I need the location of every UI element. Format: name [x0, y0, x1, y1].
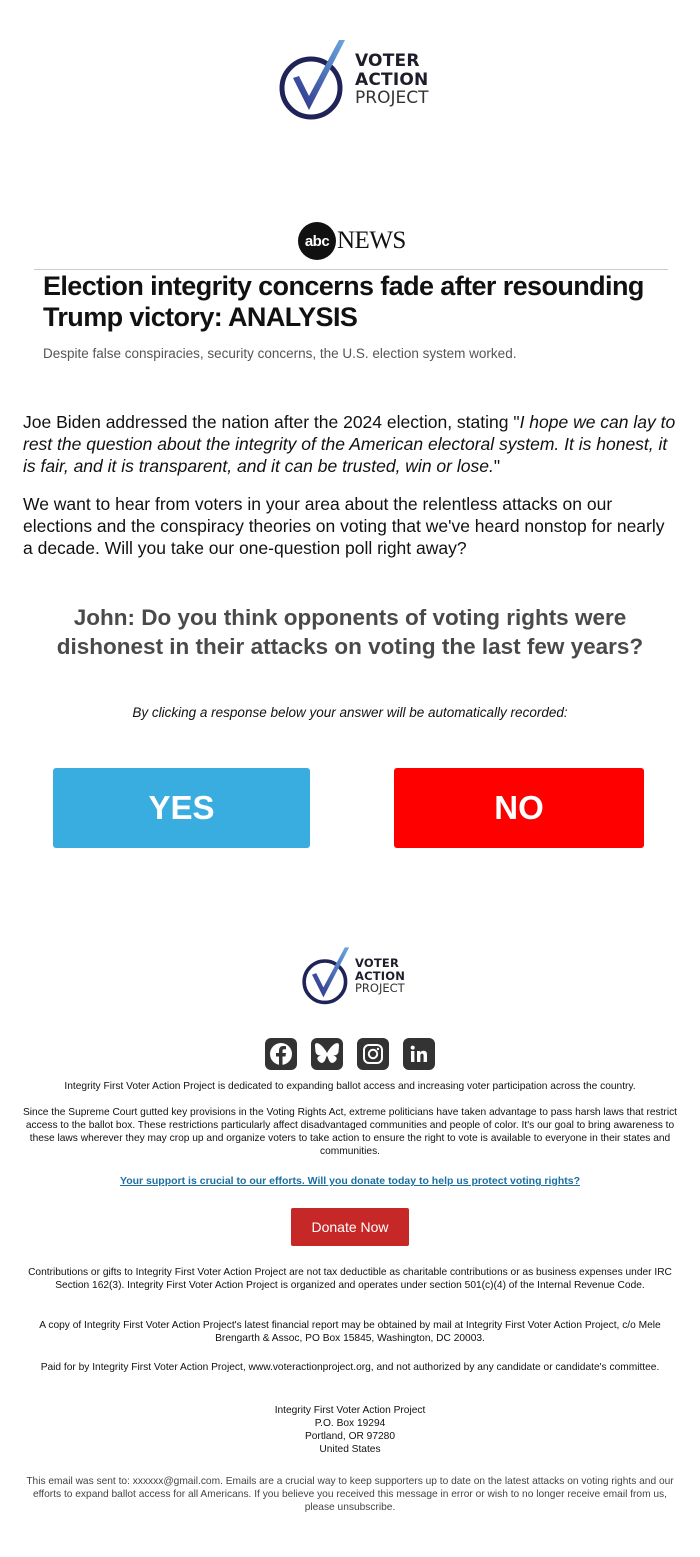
logo-line-voter: VOTER	[355, 50, 420, 71]
footer-logo-wordmark	[355, 957, 405, 995]
linkedin-icon[interactable]	[403, 1038, 435, 1070]
about-paragraph: Since the Supreme Court gutted key provisions in the Voting Rights Act, extreme politicians have taken advantage to pass harsh laws that restrict access to the ballot box. These restrictions particularly affect disadvantaged communities and people of color. It's our goal to bring awareness to these laws wherever they may crop up and organize voters to take action to ensure the right to vote is available to everyone in their states and communities.	[22, 1107, 678, 1157]
abc-mark: abc	[298, 222, 336, 260]
facebook-icon[interactable]	[265, 1038, 297, 1070]
footer-logo-line-project: PROJECT	[355, 981, 405, 996]
clipping-divider	[34, 269, 668, 270]
instagram-icon[interactable]	[357, 1038, 389, 1070]
intro-text: Joe Biden addressed the nation after the 2024 election, stating "	[23, 412, 520, 432]
clipping-subheadline: Despite false conspiracies, security concerns, the U.S. election system worked.	[43, 346, 517, 361]
poll-question: John: Do you think opponents of voting rights were dishonest in their attacks on voting the last few years?	[56, 605, 644, 659]
appeal-paragraph: We want to hear from voters in your area about the relentless attacks on our elections and the conspiracy theories on voting that we've heard nonstop for nearly a decade. Will you take our one-question poll right away?	[23, 494, 665, 558]
email-notice: This email was sent to: xxxxxx@gmail.com. Emails are a crucial way to keep supporters up to date on the latest attacks on voting rights and our efforts to expand ballot access for all Americans. If you believe you received this message in error or wish to no longer receive email from us, please unsubscribe.	[26, 1476, 674, 1513]
mission-statement: Integrity First Voter Action Project is dedicated to expanding ballot access and increasing voter participation across the country.	[64, 1081, 636, 1092]
no-button[interactable]: NO	[394, 768, 644, 848]
clipping-headline: Election integrity concerns fade after resounding Trump victory: ANALYSIS	[43, 271, 644, 332]
mailing-address	[0, 1404, 700, 1456]
logo-line-action: ACTION	[355, 69, 429, 90]
bluesky-icon[interactable]	[311, 1038, 343, 1070]
logo-wordmark	[355, 52, 428, 108]
address-city: Portland, OR 97280	[304, 1431, 396, 1442]
poll-instruction: By clicking a response below your answer will be automatically recorded:	[132, 705, 568, 720]
biden-quote: I hope we can lay to rest the question about the integrity of the American electoral system. It is honest, it is fair, and it is transparent, and it can be trusted, win or lose.	[23, 412, 676, 476]
header-logo[interactable]	[279, 38, 428, 122]
quote-close: "	[493, 456, 501, 476]
yes-button[interactable]: YES	[53, 768, 310, 848]
social-links	[265, 1038, 435, 1070]
financial-report-notice: A copy of Integrity First Voter Action Project's latest financial report may be obtained by mail at Integrity First Voter Action Project, c/o Mele Brengarth & Assoc, PO Box 15845, Washington, DC 20003.	[39, 1320, 661, 1344]
address-po-box: P.O. Box 19294	[314, 1418, 386, 1429]
address-country: United States	[319, 1444, 381, 1455]
footer-logo[interactable]	[302, 946, 405, 1006]
logo-line-project: PROJECT	[355, 88, 429, 109]
tax-disclaimer: Contributions or gifts to Integrity First Voter Action Project are not tax deductible as charitable contributions or as business expenses under IRC Section 162(3). Integrity First Voter Action Project is organized and operates under section 501(c)(4) of the Internal Revenue Code.	[28, 1267, 672, 1291]
intro-paragraph	[23, 411, 678, 477]
checkmark-logo-icon	[279, 38, 349, 122]
paid-for-disclaimer: Paid for by Integrity First Voter Action Project, www.voteractionproject.org, and not authorized by any candidate or candidate's committee.	[40, 1362, 660, 1373]
checkmark-logo-icon	[302, 946, 352, 1006]
address-org-name: Integrity First Voter Action Project	[274, 1405, 426, 1416]
abc-news-text: NEWS	[337, 227, 406, 254]
footer-logo-line-voter: VOTER	[355, 956, 400, 971]
donate-now-button[interactable]: Donate Now	[291, 1208, 409, 1246]
footer-logo-line-action: ACTION	[355, 968, 406, 983]
donate-appeal-link[interactable]: Your support is crucial to our efforts. Will you donate today to help us protect voting rights?	[120, 1175, 580, 1187]
abc-news-logo	[298, 222, 406, 260]
